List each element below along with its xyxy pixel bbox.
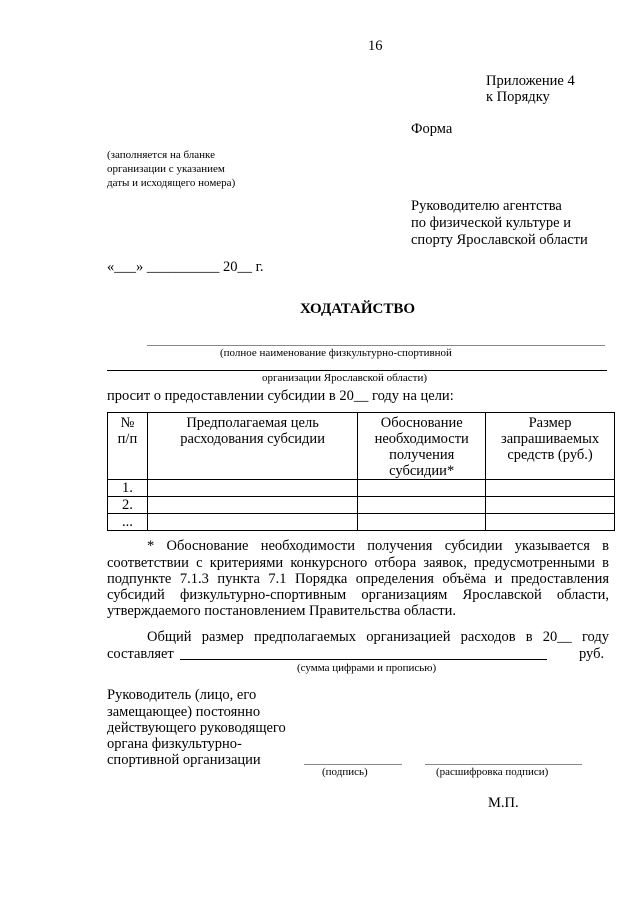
- total-suffix: руб.: [579, 646, 605, 662]
- table-cell: [358, 514, 486, 531]
- table-row: [108, 480, 615, 497]
- table-cell: [147, 497, 357, 514]
- table-cell: [486, 497, 615, 514]
- table-cell: [358, 480, 486, 497]
- addressee-line1: Руководителю агентства: [411, 198, 562, 214]
- fill-note-line3: даты и исходящего номера): [107, 177, 236, 189]
- form-label: Форма: [411, 121, 453, 137]
- signatory-line5: спортивной организации: [107, 752, 261, 768]
- addressee-line3: спорту Ярославской области: [411, 232, 588, 248]
- signatory-line2: замещающее) постоянно: [107, 704, 261, 720]
- table-cell: ...: [108, 514, 148, 531]
- table-cell: [486, 514, 615, 531]
- table-cell: [486, 480, 615, 497]
- total-caption: (сумма цифрами и прописью): [297, 662, 437, 674]
- total-amount-line: [180, 659, 547, 660]
- fill-note-line2: организации с указанием: [107, 163, 225, 175]
- total-line1: Общий размер предполагаемых организацией расходов в 20__ году: [147, 629, 609, 645]
- footnote-line4: субсидий физкультурно-спортивным организациям Ярославской области,: [107, 587, 609, 603]
- document-title: ХОДАТАЙСТВО: [299, 301, 416, 317]
- signatory-line3: действующего руководящего: [107, 720, 286, 736]
- header-amount: Размер запрашиваемых средств (руб.): [486, 413, 615, 480]
- header-purpose: Предполагаемая цель расходования субсидии: [147, 413, 357, 480]
- header-justification: Обоснование необходимости получения субсидии*: [358, 413, 486, 480]
- table-cell: [358, 497, 486, 514]
- page-number: 16: [368, 38, 383, 54]
- appendix-line2: к Порядку: [486, 89, 550, 105]
- footnote-line5: утверждаемого постановлением Правительства области.: [107, 603, 457, 619]
- decoding-caption: (расшифровка подписи): [436, 766, 549, 778]
- table-cell: [147, 514, 357, 531]
- signature-line: [304, 764, 402, 765]
- table-header-row: [108, 413, 615, 480]
- org-name-line1: [147, 345, 605, 346]
- decoding-line: [425, 764, 582, 765]
- table-row: [108, 497, 615, 514]
- table-cell: 1.: [108, 480, 148, 497]
- signatory-line4: органа физкультурно-: [107, 736, 242, 752]
- signatory-line1: Руководитель (лицо, его: [107, 687, 257, 703]
- table-cell: [147, 480, 357, 497]
- fill-note-line1: (заполняется на бланке: [107, 149, 215, 161]
- appendix-line1: Приложение 4: [486, 73, 575, 89]
- date-line: «___» __________ 20__ г.: [107, 259, 264, 275]
- footnote-line1: * Обоснование необходимости получения субсидии указывается в: [147, 538, 609, 554]
- org-name-line2: [107, 370, 607, 371]
- table-row: [108, 514, 615, 531]
- stamp-mark: М.П.: [488, 795, 519, 811]
- header-number: № п/п: [108, 413, 148, 480]
- org-caption-line1: (полное наименование физкультурно-спортивной: [220, 347, 452, 359]
- addressee-line2: по физической культуре и: [411, 215, 571, 231]
- request-line: просит о предоставлении субсидии в 20__ году на цели:: [107, 388, 454, 404]
- footnote-line3: подпункте 7.1.3 пункта 7.1 Порядка определения объёма и предоставления: [107, 571, 609, 587]
- total-prefix: составляет: [107, 646, 174, 662]
- table-cell: 2.: [108, 497, 148, 514]
- subsidy-table: [107, 412, 615, 531]
- footnote-line2: соответствии с критериями конкурсного отбора заявок, предусмотренными в: [107, 555, 609, 571]
- org-caption-line2: организации Ярославской области): [262, 372, 428, 384]
- signature-caption: (подпись): [322, 766, 368, 778]
